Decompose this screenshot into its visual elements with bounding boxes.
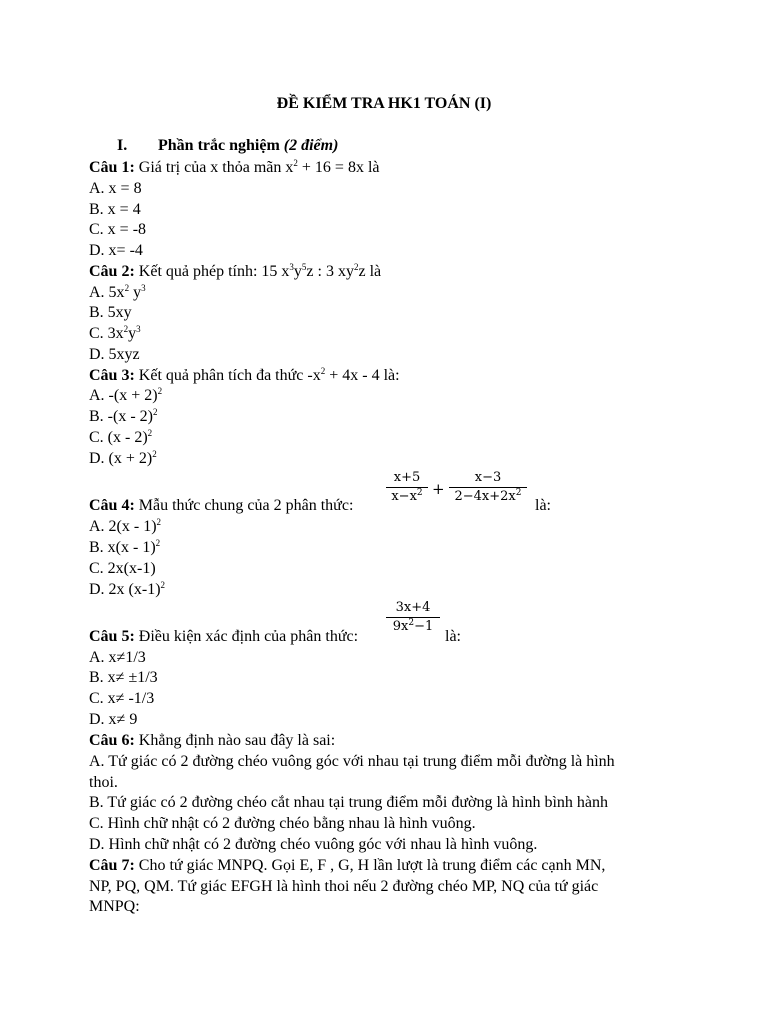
question-text: Cho tứ giác MNPQ. Gọi E, F , G, H lần lượt là trung điểm các cạnh MN, <box>134 857 606 874</box>
exponent: 2 <box>152 449 157 459</box>
denominator <box>386 489 428 505</box>
question-5 <box>89 627 358 647</box>
q1-option-a: A. x = 8 <box>89 180 142 197</box>
denominator-text: 9x <box>392 619 409 634</box>
exponent: 3 <box>136 324 141 334</box>
question-label: Câu 3: <box>89 367 135 384</box>
option-text: A. 2(x - 1) <box>89 518 157 535</box>
q6-option-b: B. Tứ giác có 2 đường chéo cắt nhau tại trung điểm mỗi đường là hình bình hành <box>89 794 608 811</box>
denominator-text: 2−4x+2x <box>454 489 516 504</box>
question-text: Kết quả phân tích đa thức -x <box>134 367 321 384</box>
option-text: C. (x - 2) <box>89 429 148 446</box>
question-text: y <box>293 263 302 280</box>
q4-option-a <box>89 517 161 537</box>
question-text: z là <box>358 263 382 280</box>
question-7-cont: NP, PQ, QM. Tứ giác EFGH là hình thoi nếu 2 đường chéo MP, NQ của tứ giác <box>89 878 599 895</box>
question-label: Câu 1: <box>89 159 135 176</box>
q4-option-c: C. 2x(x-1) <box>89 560 156 577</box>
page-title: ĐỀ KIỂM TRA HK1 TOÁN (I) <box>276 95 492 112</box>
question-text: Giá trị của x thỏa mãn x <box>134 159 294 176</box>
q2-option-b: B. 5xy <box>89 304 132 321</box>
numerator: x+5 <box>393 470 421 485</box>
section-points: (2 điểm) <box>283 137 339 154</box>
q6-option-d: D. Hình chữ nhật có 2 đường chéo vuông góc với nhau là hình vuông. <box>89 836 538 853</box>
q6-option-a-cont: thoi. <box>89 774 118 791</box>
q2-option-c <box>89 324 141 344</box>
denominator-text: −1 <box>414 619 434 634</box>
q3-option-a <box>89 386 162 406</box>
option-text: C. 3x <box>89 325 124 342</box>
q5-fraction <box>386 600 440 635</box>
q1-option-d: D. x= -4 <box>89 242 143 259</box>
q5-option-d: D. x≠ 9 <box>89 711 138 728</box>
option-text: D. (x + 2) <box>89 450 153 467</box>
question-text: z : 3 xy <box>306 263 354 280</box>
q1-option-b: B. x = 4 <box>89 201 141 218</box>
q5-option-a: A. x≠1/3 <box>89 649 146 666</box>
q2-option-a <box>89 283 146 303</box>
question-label: Câu 4: <box>89 497 135 514</box>
exponent: 2 <box>123 324 129 334</box>
q5-option-c: C. x≠ -1/3 <box>89 690 155 707</box>
question-text: Kết quả phép tính: 15 x <box>134 263 290 280</box>
section-heading <box>117 136 338 156</box>
denominator <box>449 489 527 505</box>
question-2 <box>89 262 381 282</box>
exponent: 2 <box>293 158 298 168</box>
question-text: + 4x - 4 là: <box>325 367 400 384</box>
question-text: + 16 = 8x là <box>297 159 380 176</box>
q4-option-b <box>89 538 160 558</box>
section-number: I. <box>117 137 128 154</box>
denominator <box>386 619 440 635</box>
option-text: D. 2x (x-1) <box>89 581 161 598</box>
option-text: y <box>128 325 137 342</box>
exponent: 3 <box>141 283 146 293</box>
question-1 <box>89 158 380 178</box>
exponent: 2 <box>155 538 161 548</box>
option-text: B. -(x - 2) <box>89 408 153 425</box>
option-text: A. -(x + 2) <box>89 387 158 404</box>
q4-fraction-1 <box>386 470 428 505</box>
question-label: Câu 7: <box>89 857 135 874</box>
question-6 <box>89 731 335 751</box>
question-label: Câu 5: <box>89 628 135 645</box>
q3-option-c <box>89 428 152 448</box>
option-text: A. 5x <box>89 284 125 301</box>
exponent: 2 <box>320 366 326 376</box>
question-4 <box>89 496 353 516</box>
question-7 <box>89 856 605 876</box>
exponent: 2 <box>156 517 162 527</box>
exponent: 2 <box>147 428 153 438</box>
question-text: Mẫu thức chung của 2 phân thức: <box>134 497 354 514</box>
question-7-cont: MNPQ: <box>89 898 140 915</box>
q5-option-b: B. x≠ ±1/3 <box>89 669 158 686</box>
q4-option-d <box>89 580 165 600</box>
exponent: 3 <box>289 262 294 272</box>
question-text: Khẳng định nào sau đây là sai: <box>134 732 336 749</box>
exponent: 2 <box>416 488 423 498</box>
exponent: 2 <box>160 580 166 590</box>
option-text: y <box>129 284 142 301</box>
q2-option-d: D. 5xyz <box>89 346 140 363</box>
q3-option-d <box>89 449 157 469</box>
q6-option-c: C. Hình chữ nhật có 2 đường chéo bằng nhau là hình vuông. <box>89 815 476 832</box>
numerator: x−3 <box>474 470 502 485</box>
question-3 <box>89 366 400 386</box>
exponent: 2 <box>408 618 415 628</box>
exponent: 2 <box>124 283 130 293</box>
exponent: 2 <box>157 386 163 396</box>
q6-option-a: A. Tứ giác có 2 đường chéo vuông góc với nhau tại trung điểm mỗi đường là hình <box>89 753 615 770</box>
q4-fraction-2 <box>449 470 527 505</box>
exponent: 2 <box>353 262 359 272</box>
q1-option-c: C. x = -8 <box>89 221 147 238</box>
q3-option-b <box>89 407 157 427</box>
denominator-text: x−x <box>391 489 417 504</box>
exponent: 2 <box>515 488 522 498</box>
section-label: Phần trắc nghiệm <box>158 137 280 154</box>
question-label: Câu 6: <box>89 732 135 749</box>
question-label: Câu 2: <box>89 263 135 280</box>
plus-sign: + <box>432 480 445 498</box>
option-text: B. x(x - 1) <box>89 539 156 556</box>
question-text: Điều kiện xác định của phân thức: <box>134 628 359 645</box>
q4-tail: là: <box>535 497 551 514</box>
q5-tail: là: <box>445 628 461 645</box>
exponent: 2 <box>152 407 158 417</box>
numerator: 3x+4 <box>395 600 431 615</box>
exponent: 5 <box>301 262 307 272</box>
